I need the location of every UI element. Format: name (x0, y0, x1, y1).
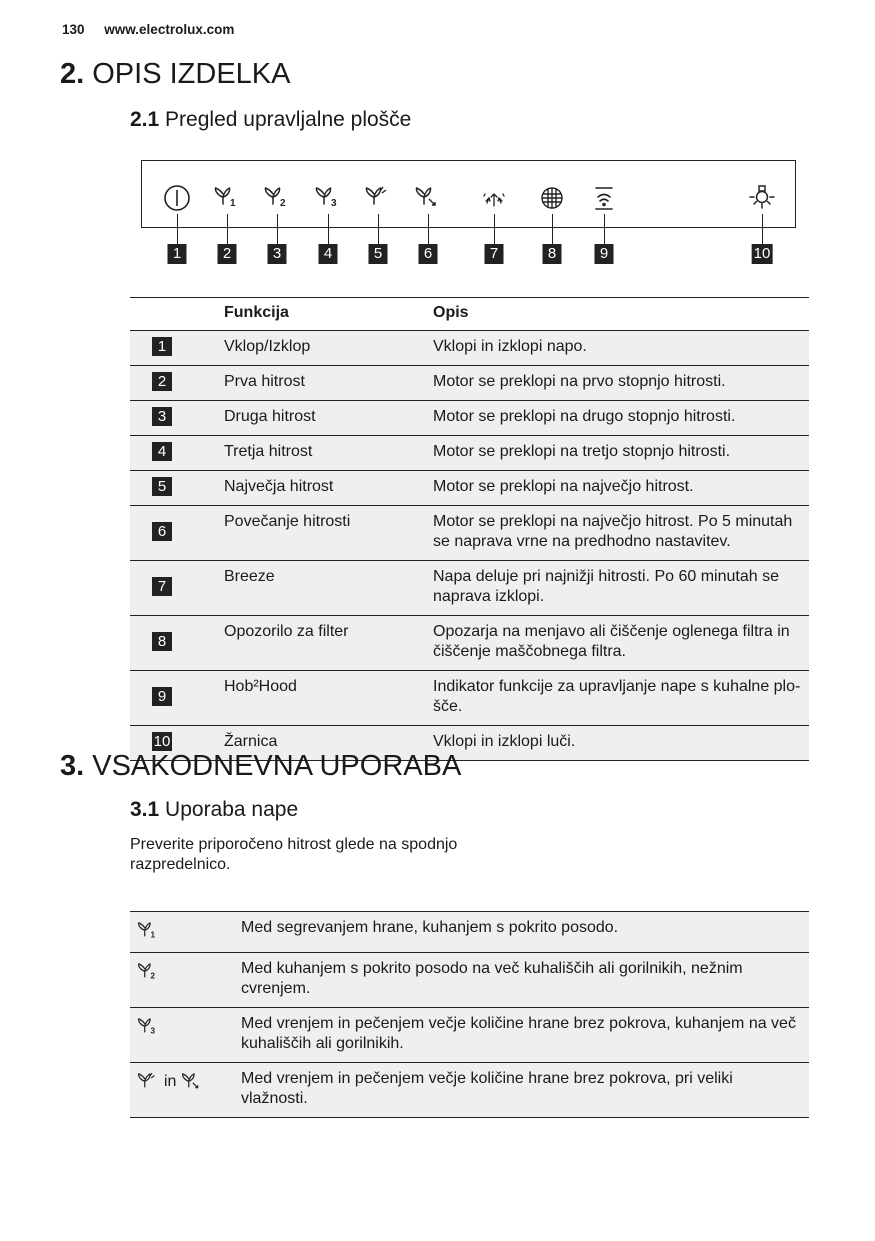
row-description: Vklopi in izklopi luči. (433, 726, 809, 761)
row-description: Motor se preklopi na prvo stopnjo hitrosti. (433, 366, 809, 401)
table-row (130, 616, 809, 671)
row-number-badge: 4 (152, 442, 172, 461)
fan-max-icon (362, 182, 394, 214)
section-2-title: OPIS IZDELKA (92, 58, 291, 90)
fan-max-icon (135, 1073, 161, 1090)
row-number-badge: 6 (152, 522, 172, 541)
row-number-badge: 3 (152, 407, 172, 426)
table-row (130, 401, 809, 436)
usage-text: Med segrevanjem hrane, kuhanjem s pokrito posodo. (241, 912, 809, 953)
leader-line (378, 214, 379, 244)
breeze-icon (478, 182, 510, 214)
row-number-badge: 7 (152, 577, 172, 596)
row-number-badge: 1 (152, 337, 172, 356)
header-description: Opis (433, 298, 809, 331)
row-number-badge: 8 (152, 632, 172, 651)
fan-speed-2-icon (261, 182, 293, 214)
control-number-10: 10 (753, 245, 771, 262)
website-url: www.electrolux.com (104, 22, 235, 37)
table-header-row (130, 298, 809, 331)
control-number-9: 9 (595, 244, 614, 264)
hob2hood-icon (588, 182, 620, 214)
power-icon (161, 182, 193, 214)
fan-speed-1-icon (211, 182, 243, 214)
table-row (130, 506, 809, 561)
row-description: Motor se preklopi na drugo stopnjo hitrosti. (433, 401, 809, 436)
section-3-1-title: Uporaba nape (165, 798, 299, 821)
row-number-badge: 10 (153, 733, 171, 750)
leader-line (227, 214, 228, 244)
header-function: Funkcija (224, 298, 433, 331)
row-function: Druga hitrost (224, 401, 433, 436)
row-function: Hob²Hood (224, 671, 433, 726)
svg-text:1: 1 (230, 198, 236, 209)
fan-speed-1-icon (135, 922, 161, 939)
control-number-8: 8 (543, 244, 562, 264)
control-number-6: 6 (419, 244, 438, 264)
svg-text:3: 3 (150, 1026, 155, 1036)
svg-text:2: 2 (280, 198, 286, 209)
row-function: Povečanje hitrosti (224, 506, 433, 561)
usage-table (130, 911, 809, 1118)
control-number-3: 3 (268, 244, 287, 264)
table-row (130, 331, 809, 366)
section-3-title: VSAKODNEVNA UPORABA (92, 750, 462, 782)
table-row (130, 1008, 809, 1063)
leader-line (428, 214, 429, 244)
lamp-icon (746, 182, 778, 214)
section-2-1-title: Pregled upravljalne plošče (165, 108, 412, 131)
function-table (130, 297, 809, 761)
fan-speed-2-icon (135, 963, 161, 980)
section-2-1-number: 2.1 (130, 108, 160, 131)
leader-line (328, 214, 329, 244)
section-2-1-heading (130, 108, 411, 132)
filter-grid-icon (536, 182, 568, 214)
row-number-badge: 2 (152, 372, 172, 391)
icon-joiner: in (164, 1073, 177, 1090)
row-description: Vklopi in izklopi napo. (433, 331, 809, 366)
table-row (130, 436, 809, 471)
row-function: Vklop/Izklop (224, 331, 433, 366)
section-2-number: 2. (60, 58, 85, 90)
row-description: Motor se preklopi na tretjo stopnjo hitrosti. (433, 436, 809, 471)
row-function: Breeze (224, 561, 433, 616)
control-number-2: 2 (218, 244, 237, 264)
section-3-1-number: 3.1 (130, 798, 160, 821)
row-description: Opozarja na menjavo ali čiščenje oglenega filtra in čiščenje maščobnega filtra. (433, 616, 809, 671)
row-function: Žarnica (224, 726, 433, 761)
leader-line (552, 214, 553, 244)
control-number-1: 1 (168, 244, 187, 264)
fan-speed-3-icon (312, 182, 344, 214)
page-number: 130 (62, 22, 85, 37)
row-description: Indikator funkcije za upravljanje nape s kuhalne plo-šče. (433, 671, 809, 726)
leader-line (762, 214, 763, 244)
leader-line (604, 214, 605, 244)
table-row (130, 561, 809, 616)
table-row (130, 671, 809, 726)
fan-boost-icon (179, 1073, 205, 1090)
table-row (130, 366, 809, 401)
page-header (62, 22, 250, 37)
fan-boost-icon (412, 182, 444, 214)
row-function: Tretja hitrost (224, 436, 433, 471)
row-function: Prva hitrost (224, 366, 433, 401)
row-description: Motor se preklopi na največjo hitrost. Po 5 minutah se naprava vrne na predhodno nastavitev. (433, 506, 809, 561)
leader-line (177, 214, 178, 244)
row-function: Največja hitrost (224, 471, 433, 506)
row-description: Motor se preklopi na največjo hitrost. (433, 471, 809, 506)
svg-text:3: 3 (331, 198, 337, 209)
row-number-badge: 5 (152, 477, 172, 496)
row-function: Opozorilo za filter (224, 616, 433, 671)
control-number-7: 7 (485, 244, 504, 264)
fan-speed-3-icon (135, 1018, 161, 1035)
section-3-heading (60, 750, 461, 783)
control-number-5: 5 (369, 244, 388, 264)
table-row (130, 1063, 809, 1118)
usage-text: Med kuhanjem s pokrito posodo na več kuhališčih ali gorilnikih, nežnim cvrenjem. (241, 953, 809, 1008)
section-3-1-heading (130, 798, 298, 822)
leader-line (277, 214, 278, 244)
intro-paragraph: Preverite priporočeno hitrost glede na spodnjo razpredelnico. (130, 836, 458, 873)
table-row (130, 912, 809, 953)
row-number-badge: 9 (152, 687, 172, 706)
usage-text: Med vrenjem in pečenjem večje količine hrane brez pokrova, kuhanjem na več kuhališčih ali gorilnikih. (241, 1008, 809, 1063)
svg-text:2: 2 (150, 971, 155, 981)
svg-text:1: 1 (150, 930, 155, 940)
table-row (130, 953, 809, 1008)
row-description: Napa deluje pri najnižji hitrosti. Po 60 minutah se naprava izklopi. (433, 561, 809, 616)
usage-text: Med vrenjem in pečenjem večje količine hrane brez pokrova, pri veliki vlažnosti. (241, 1063, 809, 1118)
control-number-4: 4 (319, 244, 338, 264)
table-row (130, 471, 809, 506)
section-3-number: 3. (60, 750, 85, 782)
section-2-heading (60, 58, 290, 91)
leader-line (494, 214, 495, 244)
header-blank (130, 298, 224, 331)
